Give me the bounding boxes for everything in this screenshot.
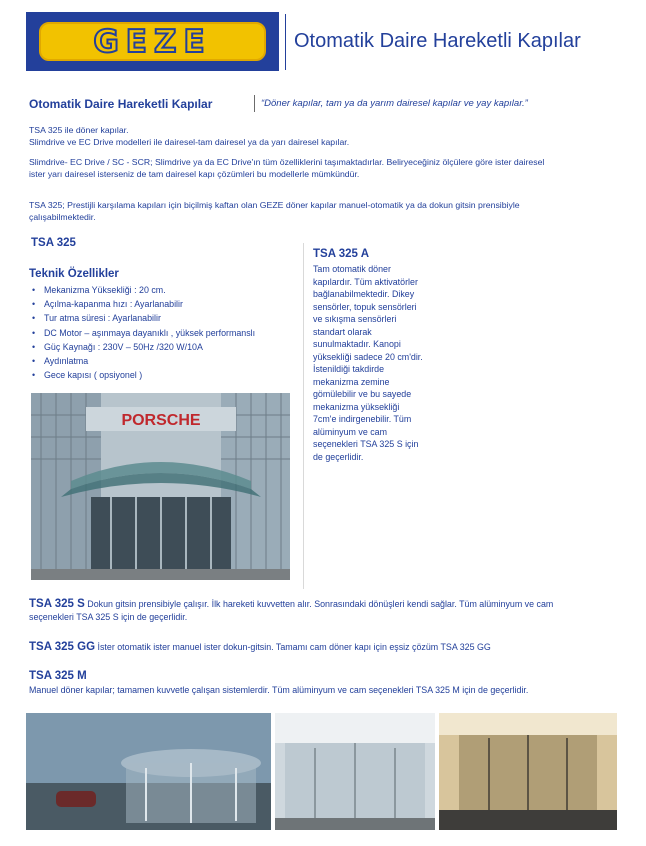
column-divider: [303, 243, 304, 589]
text-line: kapılardır. Tüm aktivatörler: [313, 276, 418, 287]
text-line: alüminyum ve cam: [313, 426, 387, 437]
bullet: •: [32, 370, 36, 381]
list-item: [32, 368, 302, 382]
revolving-door-photo-1: [26, 713, 271, 830]
tsa325s-text-line2: seçenekleri TSA 325 S için de geçerlidir.: [29, 611, 188, 622]
tsa325-heading: TSA 325: [31, 237, 76, 249]
page-header: [26, 12, 626, 74]
bullet: •: [32, 327, 36, 338]
list-item: [32, 283, 302, 297]
tsa325m-heading: TSA 325 M: [29, 670, 87, 682]
list-item: [32, 326, 302, 340]
text-line: gömülebilir ve bu sayede: [313, 389, 412, 399]
tsa325a-heading: TSA 325 A: [313, 248, 370, 260]
tsa325m-section: [29, 670, 623, 683]
tsa325s-text: Dokun gitsin prensibiyle çalışır. İlk hareketi kuvvetten alır. Sonrasındaki dönüşleri kendi sağlar. Tüm alüminyum ve cam: [84, 599, 554, 609]
text-line: de geçerlidir.: [313, 451, 364, 462]
feature-text: Güç Kaynağı : 230V – 50Hz /320 W/10A: [44, 341, 203, 352]
door-illustration-1: [26, 713, 271, 830]
intro-p1-line2: Slimdrive ve EC Drive modelleri ile dairesel-tam dairesel ya da yarı dairesel kapılar.: [29, 137, 350, 147]
door-illustration-2: [275, 713, 435, 830]
tsa325gg-text: İster otomatik ister manuel ister dokun-gitsin. Tamamı cam döner kapı için eşsiz çözüm TSA 325 GG: [95, 642, 491, 652]
intro-p3-line2: çalışabilmektedir.: [29, 212, 96, 222]
list-item: [32, 311, 302, 325]
text-line: yüksekliği sadece 20 cm'dir.: [313, 351, 423, 362]
bullet: •: [32, 299, 36, 310]
building-illustration: [31, 393, 290, 580]
features-list: [32, 283, 302, 382]
text-line: bağlanabilmektedir. Dikey: [313, 289, 415, 299]
text-line: sunulmaktadır. Kanopi: [313, 339, 401, 349]
title-divider: [254, 95, 255, 112]
tsa325m-text: Manuel döner kapılar; tamamen kuvvetle çalışan sistemlerdir. Tüm alüminyum ve cam seçenekleri TSA 325 M için de geçerlidir.: [29, 685, 529, 695]
logo-badge: [39, 22, 266, 61]
feature-text: Tur atma süresi : Ayarlanabilir: [44, 313, 161, 324]
text-line: İstenildiği takdirde: [313, 364, 385, 374]
tsa325gg-section: [29, 641, 623, 654]
tsa325s-section: [29, 598, 623, 623]
tsa325gg-heading: TSA 325 GG: [29, 641, 96, 653]
bullet: •: [32, 341, 36, 352]
page-title: Otomatik Daire Hareketli Kapılar: [294, 30, 581, 52]
door-illustration-3: [439, 713, 617, 830]
text-line: mekanizma yüksekliği: [313, 401, 400, 412]
text-line: standart olarak: [313, 326, 372, 337]
text-line: ve sıkışma sensörleri: [313, 314, 397, 324]
feature-text: Aydınlatma: [44, 356, 89, 367]
text-line: mekanizma zemine: [313, 376, 390, 387]
intro-paragraph-1: [29, 124, 621, 148]
list-item: [32, 354, 302, 368]
list-item: [32, 340, 302, 354]
section-title: Otomatik Daire Hareketli Kapılar: [29, 97, 213, 111]
bullet: •: [32, 313, 36, 324]
geze-logo: [26, 12, 279, 71]
revolving-door-photo-3: [439, 713, 617, 830]
text-line: 7cm'e indirgenebilir. Tüm: [313, 414, 412, 424]
bullet: •: [32, 356, 36, 367]
porsche-building-photo: [31, 393, 290, 580]
feature-text: Gece kapısı ( opsiyonel ): [44, 370, 143, 381]
list-item: [32, 297, 302, 311]
intro-paragraph-3: [29, 199, 621, 223]
intro-p2-line2: ister yarı dairesel isterseniz de tam dairesel kapı çözümleri bu modellerle mümkündür.: [29, 169, 360, 179]
intro-p2-line1: Slimdrive- EC Drive / SC - SCR; Slimdrive ya da EC Drive'ın tüm özelliklerini taşımaktadırlar. Beliryeceğiniz ölçülere göre ister dairesel: [29, 157, 545, 167]
intro-p1-line1: TSA 325 ile döner kapılar.: [29, 125, 129, 135]
intro-paragraph-2: [29, 156, 621, 180]
porsche-sign: PORSCHE: [121, 412, 201, 429]
text-line: sensörler, topuk sensörleri: [313, 301, 417, 312]
tsa325s-heading: TSA 325 S: [29, 598, 85, 610]
specs-heading: Teknik Özellikler: [29, 268, 119, 280]
feature-text: Mekanizma Yüksekliği : 20 cm.: [44, 285, 166, 295]
section-quote: “Döner kapılar, tam ya da yarım dairesel kapılar ve yay kapılar.”: [261, 98, 528, 109]
logo-text: GEZE: [93, 23, 212, 60]
bullet: •: [32, 285, 36, 295]
intro-p3-line1: TSA 325; Prestijli karşılama kapıları için biçilmiş kaftan olan GEZE döner kapılar manuel-otomatik ya da dokun gitsin prensibiyle: [29, 200, 520, 210]
header-divider: [285, 14, 286, 70]
feature-text: DC Motor – aşınmaya dayanıklı , yüksek performanslı: [44, 327, 256, 338]
tsa325a-description: [313, 263, 443, 463]
revolving-door-photo-2: [275, 713, 435, 830]
feature-text: Açılma-kapanma hızı : Ayarlanabilir: [44, 299, 183, 310]
text-line: seçenekleri TSA 325 S için: [313, 439, 419, 449]
text-line: Tam otomatik döner: [313, 264, 391, 274]
